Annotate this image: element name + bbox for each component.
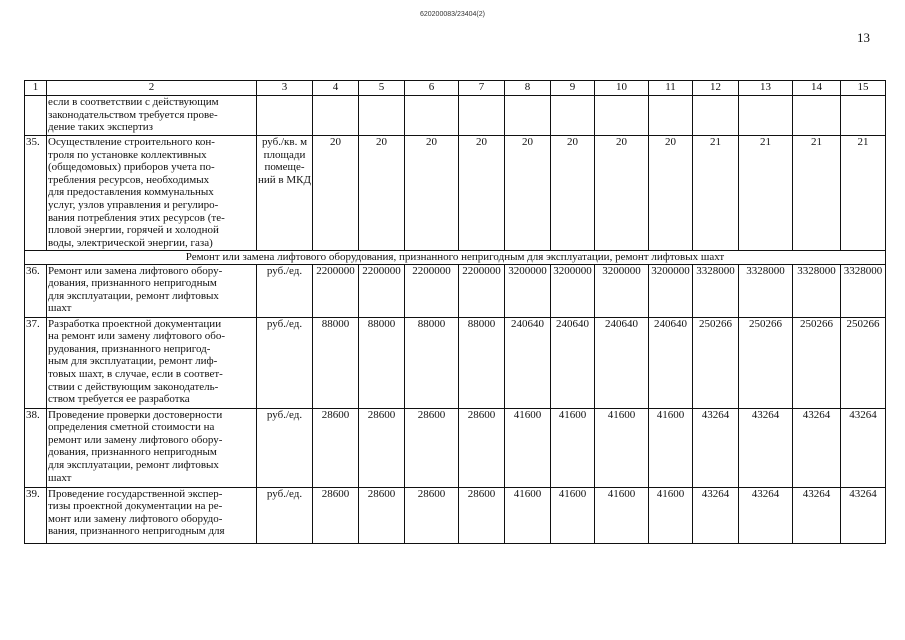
value-cell: 21 <box>841 136 886 251</box>
table-row-39 <box>25 487 886 543</box>
description-line: Ремонт или замена лифтового обору- <box>48 264 223 277</box>
row-unit <box>257 487 313 543</box>
value-cell: 41600 <box>505 487 551 543</box>
unit-line: руб./ед. <box>266 317 303 330</box>
value-cell: 21 <box>739 136 793 251</box>
unit-line: помеще- <box>264 161 305 174</box>
value-cell: 43264 <box>841 487 886 543</box>
value-cell: 88000 <box>313 317 359 408</box>
column-number: 14 <box>793 81 841 96</box>
row-unit <box>257 264 313 317</box>
value-cell <box>841 96 886 136</box>
value-cell: 28600 <box>359 487 405 543</box>
value-cell: 41600 <box>595 487 649 543</box>
unit-line: площади <box>263 148 306 161</box>
column-number: 6 <box>405 81 459 96</box>
row-number: 35. <box>25 136 47 251</box>
value-cell: 3328000 <box>693 264 739 317</box>
value-cell: 88000 <box>359 317 405 408</box>
row-unit <box>257 96 313 136</box>
unit-line: руб./ед. <box>266 487 303 500</box>
value-cell: 240640 <box>551 317 595 408</box>
value-cell: 41600 <box>595 408 649 487</box>
value-cell: 2200000 <box>359 264 405 317</box>
value-cell: 28600 <box>459 408 505 487</box>
value-cell: 20 <box>359 136 405 251</box>
description-line: если в соответствии с действующим <box>48 96 219 108</box>
description-line: вания потребления этих ресурсов (те- <box>48 211 225 224</box>
value-cell: 41600 <box>649 487 693 543</box>
column-number: 9 <box>551 81 595 96</box>
value-cell: 20 <box>551 136 595 251</box>
description-line: (общедомовых) приборов учета по- <box>48 161 215 174</box>
description-line: товых шахт, в случае, если в соответ- <box>48 367 223 380</box>
value-cell: 3328000 <box>793 264 841 317</box>
description-line: для эксплуатации, ремонт лифтовых <box>48 289 219 302</box>
row-description <box>47 487 257 543</box>
value-cell <box>459 96 505 136</box>
unit-line: руб./ед. <box>266 264 303 277</box>
description-line: монт или замену лифтового оборудо- <box>48 512 223 525</box>
description-line: определения сметной стоимости на <box>48 421 215 434</box>
value-cell: 21 <box>793 136 841 251</box>
value-cell: 3200000 <box>551 264 595 317</box>
section-heading-row <box>25 251 886 265</box>
table-row-36 <box>25 264 886 317</box>
description-line: законодательством требуется прове- <box>48 108 218 121</box>
description-line: для предоставления коммунальных <box>48 186 214 199</box>
row-description <box>47 96 257 136</box>
column-number: 3 <box>257 81 313 96</box>
description-line: для эксплуатации, ремонт лифтовых <box>48 458 219 471</box>
description-line: ством требуется ее разработка <box>48 393 190 406</box>
row-number: 37. <box>25 317 47 408</box>
row-number: 36. <box>25 264 47 317</box>
value-cell <box>595 96 649 136</box>
description-line: ремонт или замену лифтового обору- <box>48 433 223 446</box>
value-cell: 43264 <box>693 487 739 543</box>
column-number: 7 <box>459 81 505 96</box>
column-number: 2 <box>47 81 257 96</box>
description-line: дение таких экспертиз <box>48 121 154 134</box>
value-cell <box>793 96 841 136</box>
value-cell: 20 <box>405 136 459 251</box>
value-cell: 2200000 <box>459 264 505 317</box>
description-line: Разработка проектной документации <box>48 317 222 330</box>
value-cell: 21 <box>693 136 739 251</box>
row-number <box>25 96 47 136</box>
value-cell: 28600 <box>359 408 405 487</box>
value-cell: 41600 <box>649 408 693 487</box>
value-cell <box>739 96 793 136</box>
value-cell: 43264 <box>793 487 841 543</box>
page-number: 13 <box>857 30 870 45</box>
row-unit <box>257 408 313 487</box>
value-cell: 41600 <box>551 408 595 487</box>
column-number: 10 <box>595 81 649 96</box>
value-cell: 2200000 <box>405 264 459 317</box>
description-line: требления ресурсов, необходимых <box>48 173 210 186</box>
column-number: 13 <box>739 81 793 96</box>
table-row-35 <box>25 136 886 251</box>
value-cell: 240640 <box>505 317 551 408</box>
value-cell: 3200000 <box>595 264 649 317</box>
row-number: 39. <box>25 487 47 543</box>
value-cell: 28600 <box>405 487 459 543</box>
value-cell <box>359 96 405 136</box>
row-description <box>47 317 257 408</box>
value-cell: 250266 <box>793 317 841 408</box>
value-cell: 3200000 <box>505 264 551 317</box>
column-number: 11 <box>649 81 693 96</box>
value-cell: 20 <box>595 136 649 251</box>
column-number: 5 <box>359 81 405 96</box>
value-cell <box>405 96 459 136</box>
description-line: ным для эксплуатации, ремонт лиф- <box>48 355 218 368</box>
value-cell <box>313 96 359 136</box>
value-cell <box>693 96 739 136</box>
column-number: 12 <box>693 81 739 96</box>
row-description <box>47 408 257 487</box>
description-line: на ремонт или замену лифтового обо- <box>48 330 226 343</box>
value-cell: 250266 <box>841 317 886 408</box>
value-cell: 240640 <box>595 317 649 408</box>
description-line: дования, признанного непригодным <box>48 277 217 290</box>
tariff-table <box>24 80 886 544</box>
value-cell: 3200000 <box>649 264 693 317</box>
description-line: троля по установке коллективных <box>48 148 207 161</box>
row-description <box>47 264 257 317</box>
section-heading: Ремонт или замена лифтового оборудования, признанного непригодным для эксплуатации, ремонт лифтовых шахт <box>25 251 886 265</box>
value-cell: 20 <box>649 136 693 251</box>
value-cell: 43264 <box>841 408 886 487</box>
value-cell <box>505 96 551 136</box>
value-cell: 2200000 <box>313 264 359 317</box>
value-cell: 28600 <box>459 487 505 543</box>
unit-line: ний в МКД <box>258 173 311 186</box>
row-unit <box>257 317 313 408</box>
table-row-37 <box>25 317 886 408</box>
description-line: ствии с действующим законодатель- <box>48 380 219 393</box>
description-line: Проведение государственной экспер- <box>48 487 223 500</box>
unit-line: руб./кв. м <box>261 136 308 148</box>
value-cell: 88000 <box>405 317 459 408</box>
description-line: воды, электрической энергии, газа) <box>48 236 213 249</box>
value-cell: 43264 <box>693 408 739 487</box>
column-number-row <box>25 81 886 96</box>
value-cell: 43264 <box>739 487 793 543</box>
value-cell: 250266 <box>739 317 793 408</box>
value-cell: 28600 <box>313 487 359 543</box>
description-line: вания, признанного непригодным для <box>48 525 225 538</box>
value-cell: 43264 <box>739 408 793 487</box>
value-cell: 88000 <box>459 317 505 408</box>
value-cell <box>649 96 693 136</box>
value-cell: 250266 <box>693 317 739 408</box>
description-line: рудования, признанного непригод- <box>48 342 211 355</box>
value-cell: 28600 <box>405 408 459 487</box>
description-line: услуг, узлов управления и регулиро- <box>48 198 219 211</box>
value-cell: 43264 <box>793 408 841 487</box>
description-line: Проведение проверки достоверности <box>48 408 223 421</box>
row-number: 38. <box>25 408 47 487</box>
document-id: 620200083/23404(2) <box>419 11 485 18</box>
value-cell: 41600 <box>505 408 551 487</box>
value-cell: 28600 <box>313 408 359 487</box>
description-line: пловой энергии, горячей и холодной <box>48 224 219 237</box>
column-number: 1 <box>25 81 47 96</box>
table-row-continuation <box>25 96 886 136</box>
value-cell: 3328000 <box>739 264 793 317</box>
row-description <box>47 136 257 251</box>
column-number: 4 <box>313 81 359 96</box>
value-cell: 41600 <box>551 487 595 543</box>
value-cell: 20 <box>459 136 505 251</box>
column-number: 8 <box>505 81 551 96</box>
column-number: 15 <box>841 81 886 96</box>
value-cell <box>551 96 595 136</box>
description-line: шахт <box>48 471 72 484</box>
value-cell: 240640 <box>649 317 693 408</box>
value-cell: 20 <box>313 136 359 251</box>
description-line: шахт <box>48 302 72 315</box>
table-row-38 <box>25 408 886 487</box>
unit-line: руб./ед. <box>266 408 303 421</box>
row-unit <box>257 136 313 251</box>
value-cell: 20 <box>505 136 551 251</box>
value-cell: 3328000 <box>841 264 886 317</box>
description-line: дования, признанного непригодным <box>48 446 217 459</box>
description-line: тизы проектной документации на ре- <box>48 500 223 513</box>
description-line: Осуществление строительного кон- <box>48 136 215 148</box>
